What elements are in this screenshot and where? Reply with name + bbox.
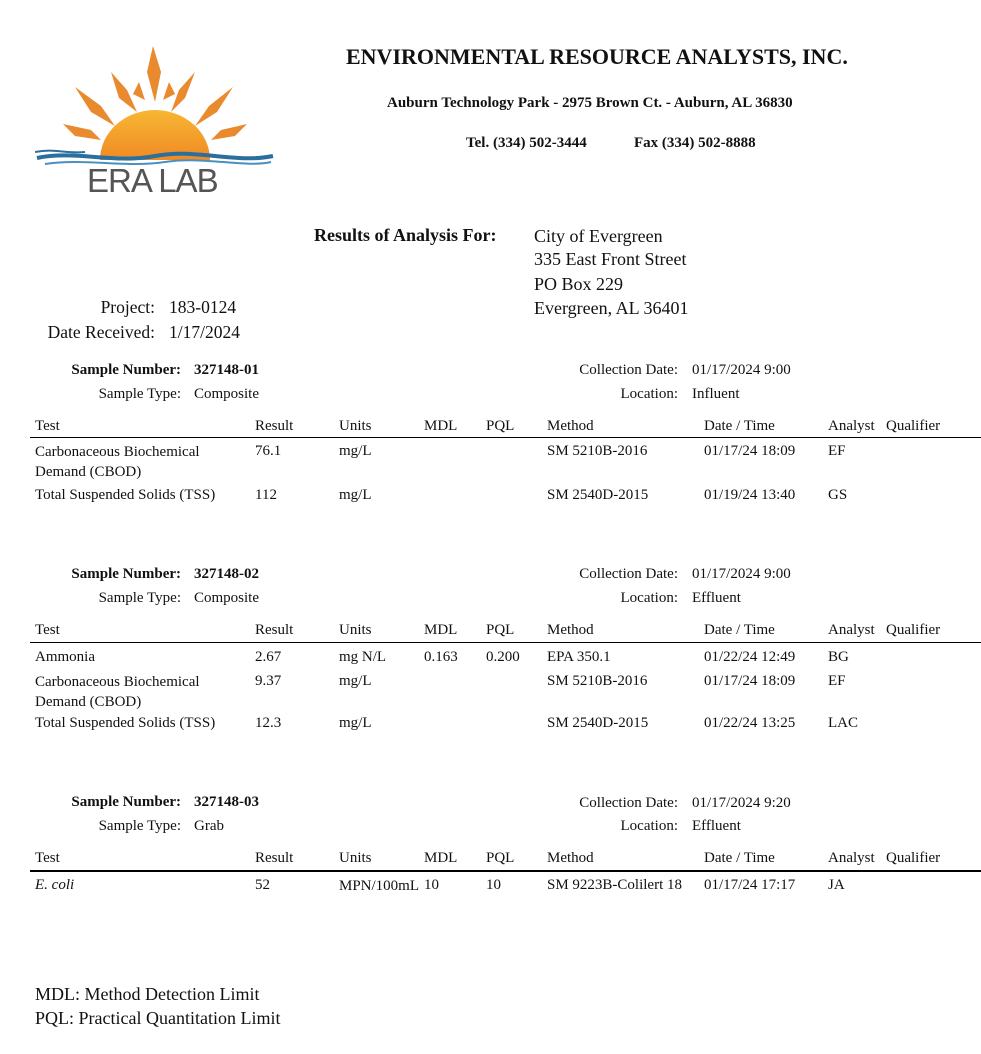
result: 76.1 bbox=[255, 443, 282, 459]
results-for-label: Results of Analysis For: bbox=[314, 225, 497, 245]
company-fax: Fax (334) 502-8888 bbox=[634, 135, 756, 151]
col-mdl: MDL bbox=[424, 850, 458, 866]
client-city: Evergreen, AL 36401 bbox=[534, 298, 689, 318]
test-name: Total Suspended Solids (TSS) bbox=[35, 487, 216, 503]
collection-date: 01/17/2024 9:00 bbox=[692, 362, 791, 378]
analyst: JA bbox=[828, 877, 845, 893]
sample-number: 327148-02 bbox=[194, 566, 259, 582]
analyst: EF bbox=[828, 443, 846, 459]
col-analyst: Analyst bbox=[828, 418, 875, 434]
datetime: 01/22/24 12:49 bbox=[704, 649, 796, 665]
sample-type-label: Sample Type: bbox=[98, 386, 181, 402]
col-units: Units bbox=[339, 622, 372, 638]
col-pql: PQL bbox=[486, 418, 515, 434]
client-po-box: PO Box 229 bbox=[534, 274, 624, 294]
result: 9.37 bbox=[255, 673, 282, 689]
col-pql: PQL bbox=[486, 622, 515, 638]
col-datetime: Date / Time bbox=[704, 850, 775, 866]
datetime: 01/17/24 18:09 bbox=[704, 673, 796, 689]
col-pql: PQL bbox=[486, 850, 515, 866]
col-result: Result bbox=[255, 850, 294, 866]
era-lab-logo bbox=[35, 42, 275, 202]
pql: 0.200 bbox=[486, 649, 520, 665]
col-method: Method bbox=[547, 622, 594, 638]
method: EPA 350.1 bbox=[547, 649, 611, 665]
col-analyst: Analyst bbox=[828, 622, 875, 638]
company-address: Auburn Technology Park - 2975 Brown Ct. - Auburn, AL 36830 bbox=[387, 95, 793, 111]
result: 2.67 bbox=[255, 649, 282, 665]
collection-date-label: Collection Date: bbox=[579, 362, 678, 378]
test-name: Carbonaceous Biochemical Demand (CBOD) bbox=[35, 444, 200, 480]
col-mdl: MDL bbox=[424, 418, 458, 434]
col-units: Units bbox=[339, 418, 372, 434]
result: 12.3 bbox=[255, 715, 282, 731]
mdl: 0.163 bbox=[424, 649, 458, 665]
footnote-mdl: MDL: Method Detection Limit bbox=[35, 984, 260, 1004]
method: SM 9223B-Colilert 18 bbox=[547, 877, 683, 893]
col-test: Test bbox=[35, 418, 60, 434]
col-qualifier: Qualifier bbox=[886, 622, 941, 638]
col-qualifier: Qualifier bbox=[886, 850, 941, 866]
test-name: E. coli bbox=[35, 877, 75, 893]
sample-number-label: Sample Number: bbox=[71, 794, 181, 810]
collection-date-label: Collection Date: bbox=[579, 566, 678, 582]
date-received-label: Date Received: bbox=[47, 322, 155, 342]
sample-type: Grab bbox=[194, 818, 224, 834]
project-value: 183-0124 bbox=[169, 297, 237, 317]
pql: 10 bbox=[486, 877, 501, 893]
method: SM 2540D-2015 bbox=[547, 487, 649, 503]
sample-type-label: Sample Type: bbox=[98, 818, 181, 834]
analyst: LAC bbox=[828, 715, 858, 731]
col-analyst: Analyst bbox=[828, 850, 875, 866]
col-mdl: MDL bbox=[424, 622, 458, 638]
company-name: ENVIRONMENTAL RESOURCE ANALYSTS, INC. bbox=[346, 44, 848, 69]
client-name: City of Evergreen bbox=[534, 226, 663, 246]
units: mg/L bbox=[339, 673, 372, 689]
units: MPN/100mL bbox=[339, 878, 420, 894]
sample-type-label: Sample Type: bbox=[98, 590, 181, 606]
location: Effluent bbox=[692, 590, 741, 606]
collection-date-label: Collection Date: bbox=[579, 795, 678, 811]
header-rule bbox=[30, 642, 981, 643]
logo-text: ERA LAB bbox=[87, 162, 218, 199]
test-name: Ammonia bbox=[35, 649, 95, 665]
company-tel: Tel. (334) 502-3444 bbox=[466, 135, 587, 151]
project-label: Project: bbox=[100, 297, 155, 317]
sample-number-label: Sample Number: bbox=[71, 566, 181, 582]
col-result: Result bbox=[255, 622, 294, 638]
analyst: EF bbox=[828, 673, 846, 689]
header-rule bbox=[30, 437, 981, 438]
sample-type: Composite bbox=[194, 590, 260, 606]
result: 112 bbox=[255, 487, 277, 503]
units: mg N/L bbox=[339, 649, 387, 665]
location: Effluent bbox=[692, 818, 741, 834]
location: Influent bbox=[692, 386, 740, 402]
test-name: Carbonaceous Biochemical Demand (CBOD) bbox=[35, 674, 200, 710]
sample-number: 327148-03 bbox=[194, 794, 259, 810]
datetime: 01/22/24 13:25 bbox=[704, 715, 796, 731]
location-label: Location: bbox=[620, 590, 678, 606]
col-datetime: Date / Time bbox=[704, 418, 775, 434]
datetime: 01/19/24 13:40 bbox=[704, 487, 796, 503]
footnote-pql: PQL: Practical Quantitation Limit bbox=[35, 1008, 281, 1028]
col-datetime: Date / Time bbox=[704, 622, 775, 638]
method: SM 5210B-2016 bbox=[547, 443, 648, 459]
date-received-value: 1/17/2024 bbox=[169, 322, 240, 342]
col-method: Method bbox=[547, 418, 594, 434]
mdl: 10 bbox=[424, 877, 439, 893]
location-label: Location: bbox=[620, 386, 678, 402]
collection-date: 01/17/2024 9:20 bbox=[692, 795, 791, 811]
collection-date: 01/17/2024 9:00 bbox=[692, 566, 791, 582]
col-units: Units bbox=[339, 850, 372, 866]
col-method: Method bbox=[547, 850, 594, 866]
analyst: BG bbox=[828, 649, 849, 665]
method: SM 5210B-2016 bbox=[547, 673, 648, 689]
client-street: 335 East Front Street bbox=[534, 249, 687, 269]
col-qualifier: Qualifier bbox=[886, 418, 941, 434]
header-rule bbox=[30, 870, 981, 872]
datetime: 01/17/24 17:17 bbox=[704, 877, 796, 893]
sample-type: Composite bbox=[194, 386, 260, 402]
units: mg/L bbox=[339, 715, 372, 731]
col-result: Result bbox=[255, 418, 294, 434]
datetime: 01/17/24 18:09 bbox=[704, 443, 796, 459]
location-label: Location: bbox=[620, 818, 678, 834]
method: SM 2540D-2015 bbox=[547, 715, 649, 731]
col-test: Test bbox=[35, 622, 60, 638]
sample-number-label: Sample Number: bbox=[71, 362, 181, 378]
test-name: Total Suspended Solids (TSS) bbox=[35, 715, 216, 731]
sample-number: 327148-01 bbox=[194, 362, 259, 378]
units: mg/L bbox=[339, 487, 372, 503]
units: mg/L bbox=[339, 443, 372, 459]
analyst: GS bbox=[828, 487, 848, 503]
col-test: Test bbox=[35, 850, 60, 866]
result: 52 bbox=[255, 877, 270, 893]
